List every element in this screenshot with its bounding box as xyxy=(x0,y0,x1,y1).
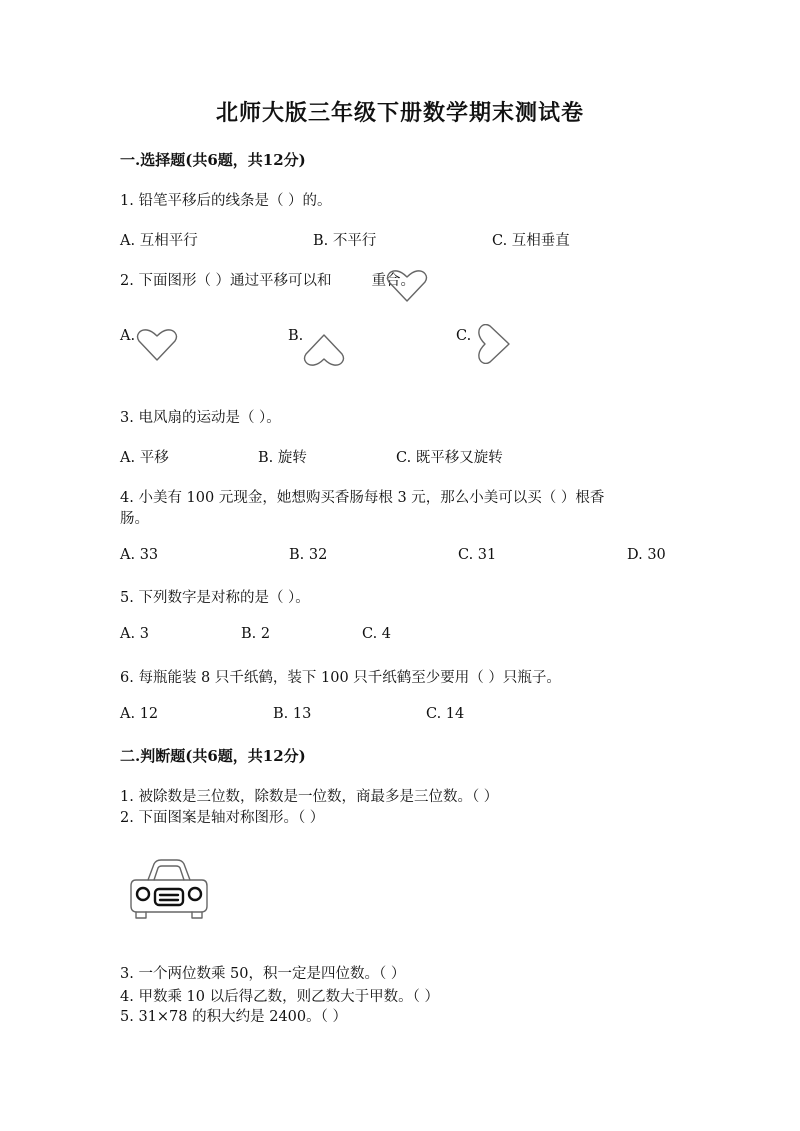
question-4-line-1: 4. 小美有 100 元现金，她想购买香肠每根 3 元，那么小美可以买（ ）根香 xyxy=(120,490,605,506)
section-heading-choice: 一.选择题(共6题，共12分) xyxy=(120,151,306,169)
q4-option-a: A. 33 xyxy=(120,547,159,563)
question-6: 6. 每瓶能装 8 只千纸鹤，装下 100 只千纸鹤至少要用（ ）只瓶子。 xyxy=(120,670,561,686)
page-title: 北师大版三年级下册数学期末测试卷 xyxy=(215,100,584,126)
question-4-line-2: 肠。 xyxy=(120,511,149,527)
q2-option-b: B. xyxy=(288,328,304,344)
q3-option-a: A. 平移 xyxy=(120,450,169,466)
q3-option-b: B. 旋转 xyxy=(258,450,307,466)
q6-option-a: A. 12 xyxy=(120,706,159,722)
car-icon xyxy=(128,858,210,920)
judgement-2: 2. 下面图案是轴对称图形。（ ） xyxy=(120,810,325,826)
judgement-3: 3. 一个两位数乘 50，积一定是四位数。（ ） xyxy=(120,966,406,982)
question-3: 3. 电风扇的运动是（ ）。 xyxy=(120,410,281,426)
heart-option-c-icon xyxy=(472,324,512,364)
q1-option-c: C. 互相垂直 xyxy=(492,233,570,249)
q6-option-c: C. 14 xyxy=(426,706,465,722)
question-1: 1. 铅笔平移后的线条是（ ）的。 xyxy=(120,193,332,209)
q6-option-b: B. 13 xyxy=(273,706,312,722)
q1-option-a: A. 互相平行 xyxy=(120,233,198,249)
q4-option-b: B. 32 xyxy=(289,547,328,563)
judgement-1: 1. 被除数是三位数，除数是一位数，商最多是三位数。（ ） xyxy=(120,789,499,805)
question-2-text-after: 重合。 xyxy=(371,273,416,289)
question-2-text-before: 2. 下面图形（ ）通过平移可以和 xyxy=(120,273,332,289)
q2-option-c: C. xyxy=(456,328,472,344)
q5-option-c: C. 4 xyxy=(362,626,392,642)
heart-reference-icon xyxy=(386,268,428,304)
section-heading-judgement: 二.判断题(共6题，共12分) xyxy=(120,747,306,765)
q1-option-b: B. 不平行 xyxy=(313,233,377,249)
q5-option-b: B. 2 xyxy=(241,626,271,642)
q4-option-c: C. 31 xyxy=(458,547,497,563)
q5-option-a: A. 3 xyxy=(120,626,149,642)
q4-option-d: D. 30 xyxy=(627,547,666,563)
question-2 xyxy=(120,269,415,290)
judgement-5: 5. 31×78 的积大约是 2400。（ ） xyxy=(120,1009,347,1025)
question-5: 5. 下列数字是对称的是（ ）。 xyxy=(120,590,310,606)
q2-option-a: A. xyxy=(120,328,136,344)
heart-option-b-icon xyxy=(303,332,345,368)
judgement-4: 4. 甲数乘 10 以后得乙数，则乙数大于甲数。（ ） xyxy=(120,989,439,1005)
heart-option-a-icon xyxy=(136,327,178,363)
q3-option-c: C. 既平移又旋转 xyxy=(396,450,503,466)
